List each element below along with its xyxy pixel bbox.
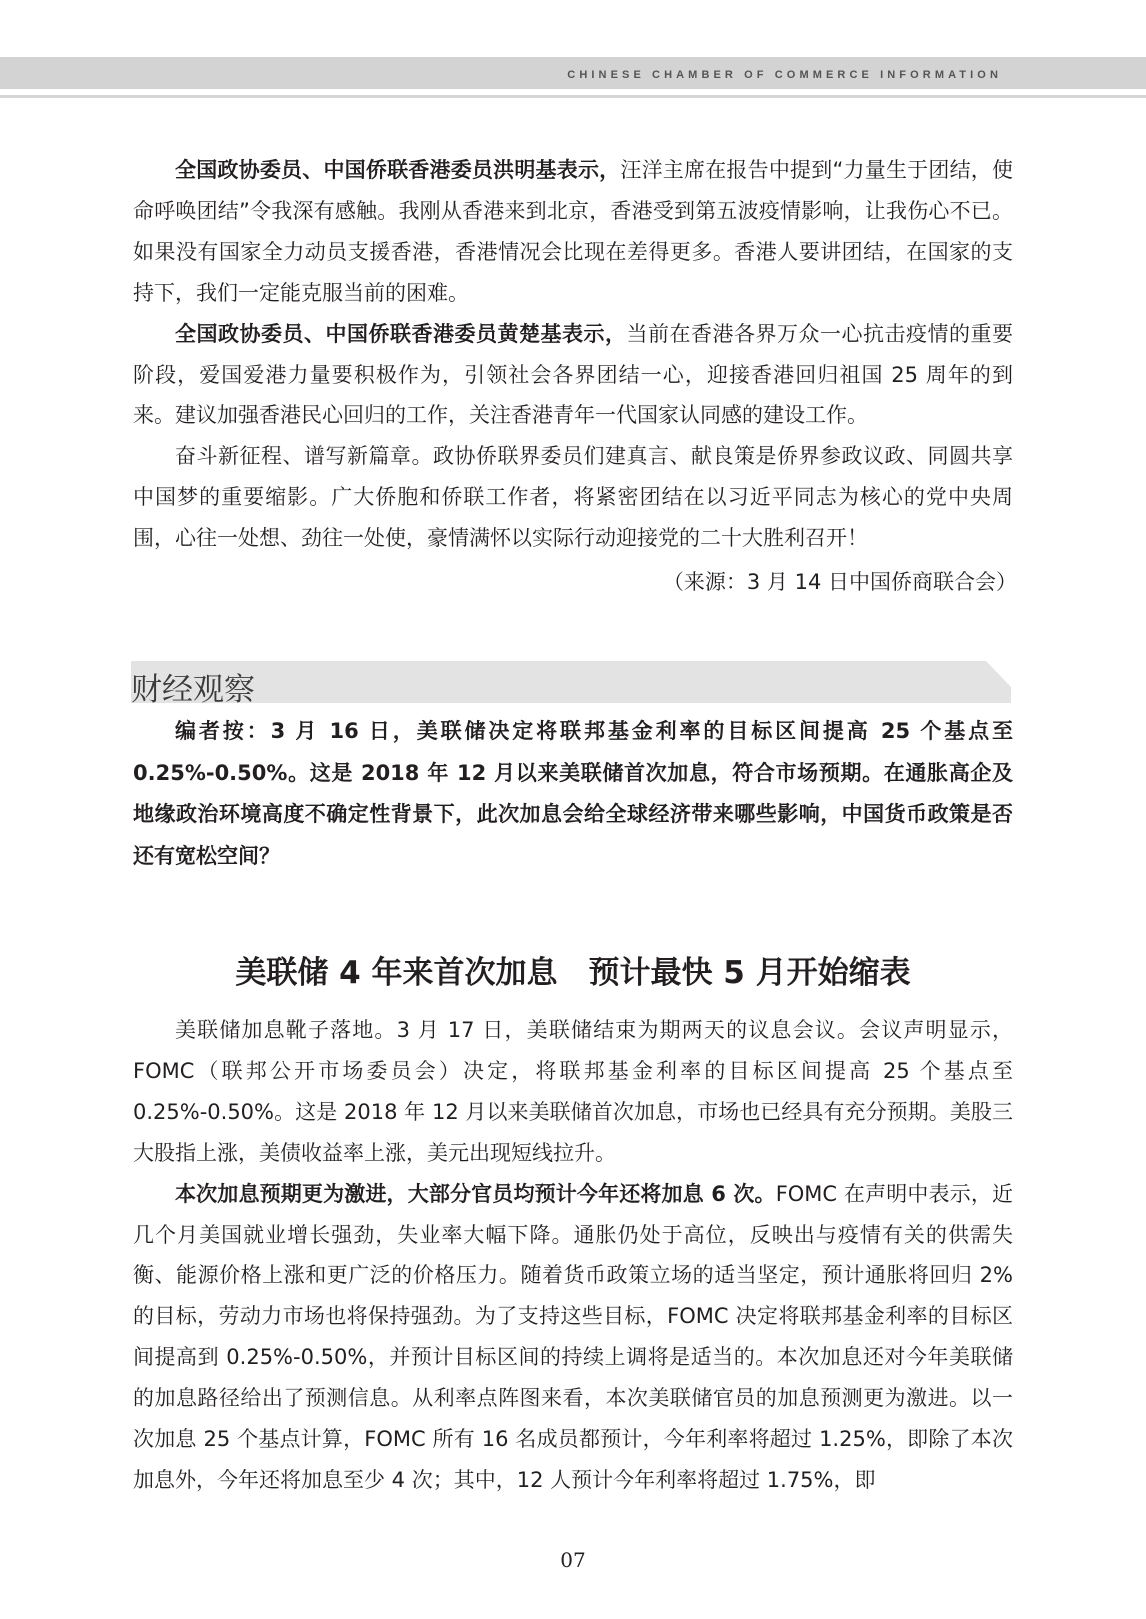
paragraph — [133, 436, 1013, 559]
section-header — [131, 661, 1011, 708]
paragraph-text: 当前在香港各界万众一心抗击疫情的重要阶段，爱国爱港力量要积极作为，引领社会各界团结一心，迎接香港回归祖国 25 周年的到来。建议加强香港民心回归的工作，关注香港青年一代国家认同感的建设工作。 — [133, 321, 1013, 428]
source-note: （来源：3 月 14 日中国侨商联合会） — [662, 570, 1017, 594]
intro-section — [133, 150, 1013, 559]
paragraph-lead: 全国政协委员、中国侨联香港委员洪明基表示， — [175, 158, 621, 182]
paragraph-text: 美联储加息靴子落地。3 月 17 日，美联储结束为期两天的议息会议。会议声明显示，FOMC（联邦公开市场委员会）决定，将联邦基金利率的目标区间提高 25 个基点至 0.25%-0.50%。这是 2018 年 12 月以来美联储首次加息，市场也已经具有充分预期。美股三大股指上涨，美债收益率上涨，美元出现短线拉升。 — [133, 1018, 1013, 1165]
section-title: 财经观察 — [131, 672, 255, 708]
paragraph-lead: 全国政协委员、中国侨联香港委员黄楚基表示， — [175, 321, 627, 346]
publication-name: CHINESE CHAMBER OF COMMERCE INFORMATION — [567, 69, 1002, 81]
paragraph-text: 奋斗新征程、谱写新篇章。政协侨联界委员们建真言、献良策是侨界参政议政、同圆共享中国梦的重要缩影。广大侨胞和侨联工作者，将紧密团结在以习近平同志为核心的党中央周围，心往一处想、劲往一处使，豪情满怀以实际行动迎接党的二十大胜利召开！ — [133, 444, 1013, 551]
paragraph — [133, 1010, 1013, 1174]
paragraph-text: FOMC 在声明中表示，近几个月美国就业增长强劲，失业率大幅下降。通胀仍处于高位，反映出与疫情有关的供需失衡、能源价格上涨和更广泛的价格压力。随着货币政策立场的适当坚定，预计通胀将回归 2% 的目标，劳动力市场也将保持强劲。为了支持这些目标，FOMC 决定将联邦基金利率的目标区间提高到 0.25%-0.50%，并预计目标区间的持续上调将是适当的。本次加息还对今年美联储的加息路径给出了预测信息。从利率点阵图来看，本次美联储官员的加息预测更为激进。以一次加息 25 个基点计算，FOMC 所有 16 名成员都预计，今年利率将超过 1.25%，即除了本次加息外，今年还将加息至少 4 次；其中，12 人预计今年利率将超过 1.75%，即 — [133, 1181, 1013, 1492]
editor-note: 编者按：3 月 16 日，美联储决定将联邦基金利率的目标区间提高 25 个基点至 0.25%-0.50%。这是 2018 年 12 月以来美联储首次加息，符合市场预期。在通胀高企及地缘政治环境高度不确定性背景下，此次加息会给全球经济带来哪些影响，中国货币政策是否还有宽松空间？ — [133, 719, 1013, 868]
paragraph-lead: 本次加息预期更为激进，大部分官员均预计今年还将加息 6 次。 — [175, 1181, 776, 1206]
article-body — [133, 1010, 1013, 1501]
header-divider — [0, 95, 1146, 98]
section-header-background — [131, 661, 1011, 703]
editor-note-section — [133, 711, 1013, 877]
paragraph — [133, 314, 1013, 437]
page-number: 07 — [560, 1548, 586, 1572]
article-title: 美联储 4 年来首次加息 预计最快 5 月开始缩表 — [235, 955, 911, 991]
paragraph — [133, 150, 1013, 314]
paragraph — [133, 1174, 1013, 1501]
paragraph-text: 汪洋主席在报告中提到“力量生于团结，使命呼唤团结”令我深有感触。我刚从香港来到北京，香港受到第五波疫情影响，让我伤心不已。如果没有国家全力动员支援香港，香港情况会比现在差得更多。香港人要讲团结，在国家的支持下，我们一定能克服当前的困难。 — [133, 158, 1013, 305]
